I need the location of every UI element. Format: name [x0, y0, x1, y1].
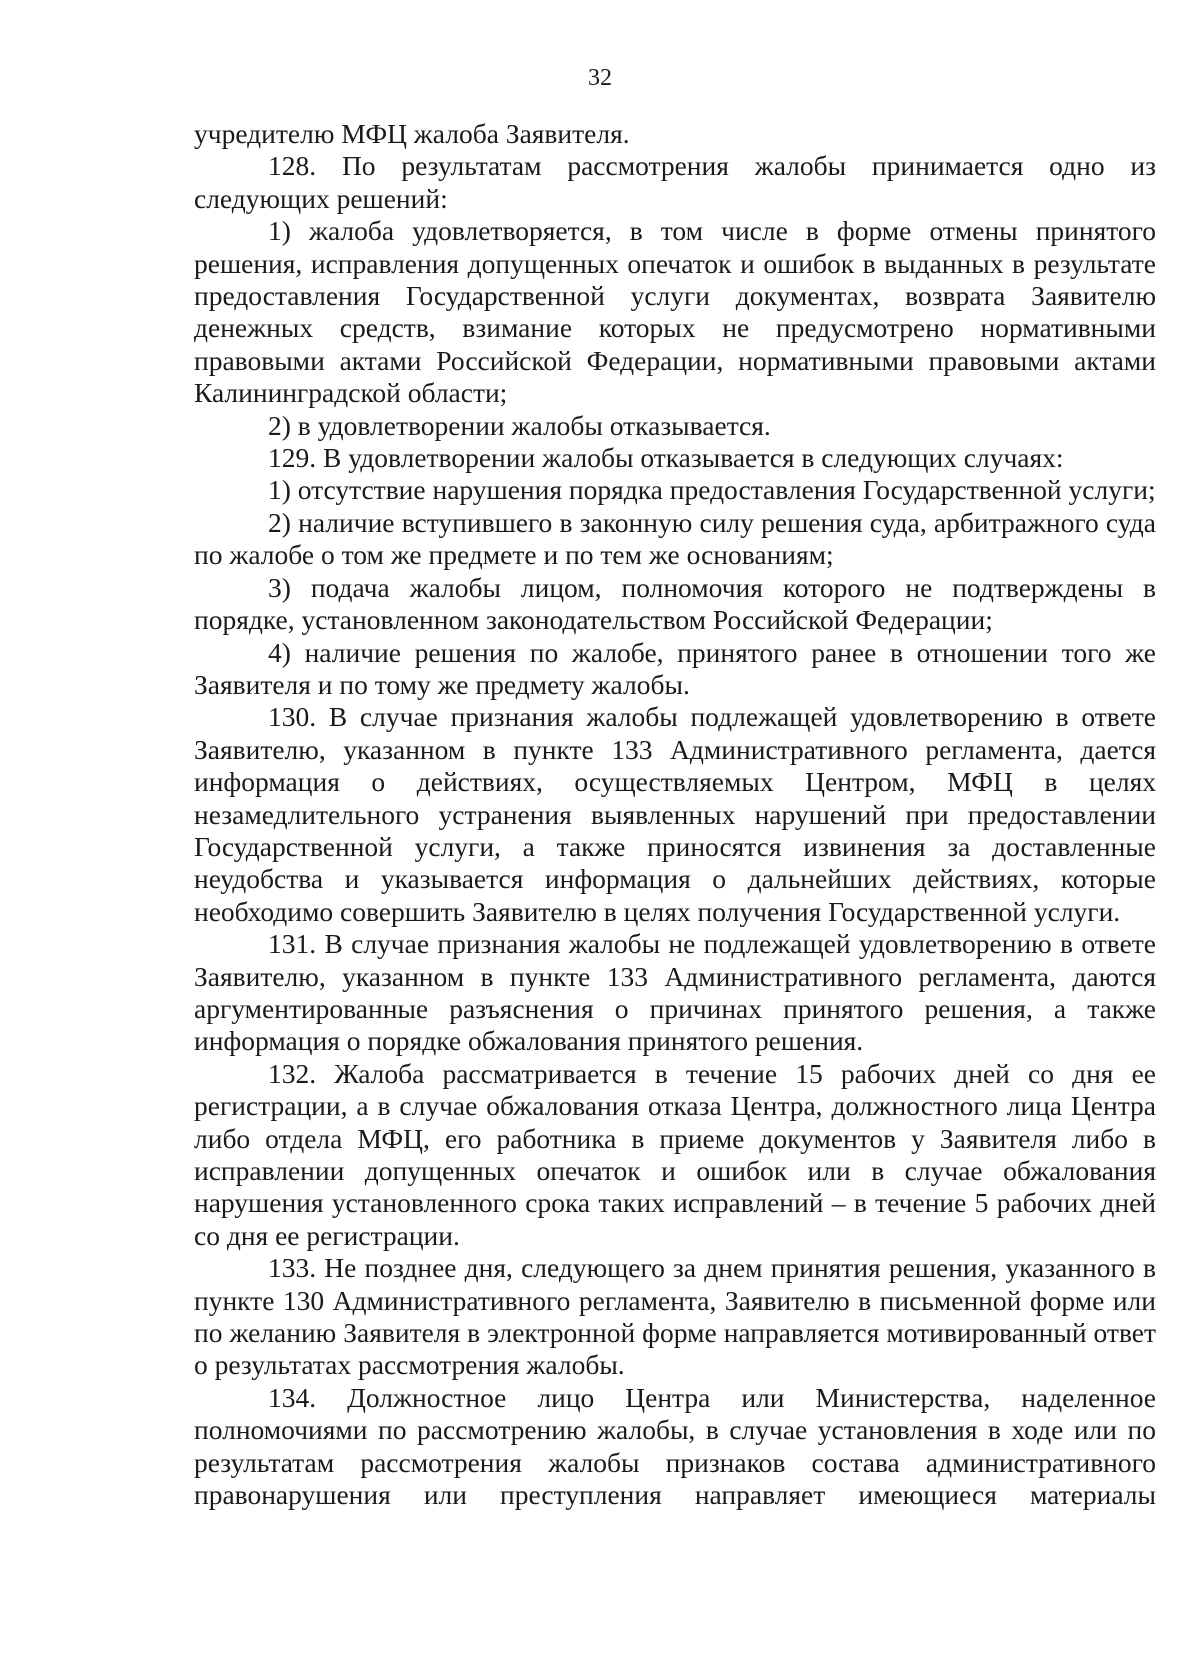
- paragraph-134: 134. Должностное лицо Центра или Министерства, наделенное полномочиями по рассмотрению жалобы, в случае установления в ходе или по результатам рассмотрения жалобы признаков состава административного правонарушения или преступления направляет имеющиеся материалы: [194, 1381, 1156, 1511]
- list-item-128-1: 1) жалоба удовлетворяется, в том числе в форме отмены принятого решения, исправления допущенных опечаток и ошибок в выданных в результате предоставления Государственной услуги документах, возврата Заявителю денежных средств, взимание которых не предусмотрено нормативными правовыми актами Российской Федерации, нормативными правовыми актами Калининградской области;: [194, 215, 1156, 409]
- list-item-129-1: 1) отсутствие нарушения порядка предоставления Государственной услуги;: [268, 474, 1156, 506]
- list-item-129-4: 4) наличие решения по жалобе, принятого ранее в отношении того же Заявителя и по тому же предмету жалобы.: [194, 636, 1156, 700]
- paragraph-132: 132. Жалоба рассматривается в течение 15 рабочих дней со дня ее регистрации, а в случае обжалования отказа Центра, должностного лица Центра либо отдела МФЦ, его работника в приеме документов у Заявителя либо в исправлении допущенных опечаток и ошибок или в случае обжалования нарушения установленного срока таких исправлений – в течение 5 рабочих дней со дня ее регистрации.: [194, 1057, 1156, 1251]
- paragraph-131: 131. В случае признания жалобы не подлежащей удовлетворению в ответе Заявителю, указанном в пункте 133 Административного регламента, даются аргументированные разъяснения о причинах принятого решения, а также информация о порядке обжалования принятого решения.: [194, 928, 1156, 1057]
- list-item-128-2: 2) в удовлетворении жалобы отказывается.: [268, 409, 771, 441]
- paragraph-129: 129. В удовлетворении жалобы отказывается в следующих случаях:: [268, 442, 1064, 474]
- paragraph-130: 130. В случае признания жалобы подлежащей удовлетворению в ответе Заявителю, указанном в пункте 133 Административного регламента, дается информация о действиях, осуществляемых Центром, МФЦ в целях незамедлительного устранения выявленных нарушений при предоставлении Государственной услуги, а также приносятся извинения за доставленные неудобства и указывается информация о дальнейших действиях, которые необходимо совершить Заявителю в целях получения Государственной услуги.: [194, 701, 1156, 927]
- paragraph-continuation: учредителю МФЦ жалоба Заявителя.: [194, 118, 630, 149]
- document-body: [194, 118, 1156, 1511]
- paragraph-128: 128. По результатам рассмотрения жалобы принимается одно из следующих решений:: [194, 150, 1156, 214]
- page-number: 32: [588, 65, 612, 91]
- list-item-129-3: 3) подача жалобы лицом, полномочия которого не подтверждены в порядке, установленном законодательством Российской Федерации;: [194, 571, 1156, 636]
- list-item-129-2: 2) наличие вступившего в законную силу решения суда, арбитражного суда по жалобе о том же предмете и по тем же основаниям;: [194, 506, 1156, 571]
- paragraph-133: 133. Не позднее дня, следующего за днем принятия решения, указанного в пункте 130 Административного регламента, Заявителю в письменной форме или по желанию Заявителя в электронной форме направляется мотивированный ответ о результатах рассмотрения жалобы.: [194, 1252, 1156, 1381]
